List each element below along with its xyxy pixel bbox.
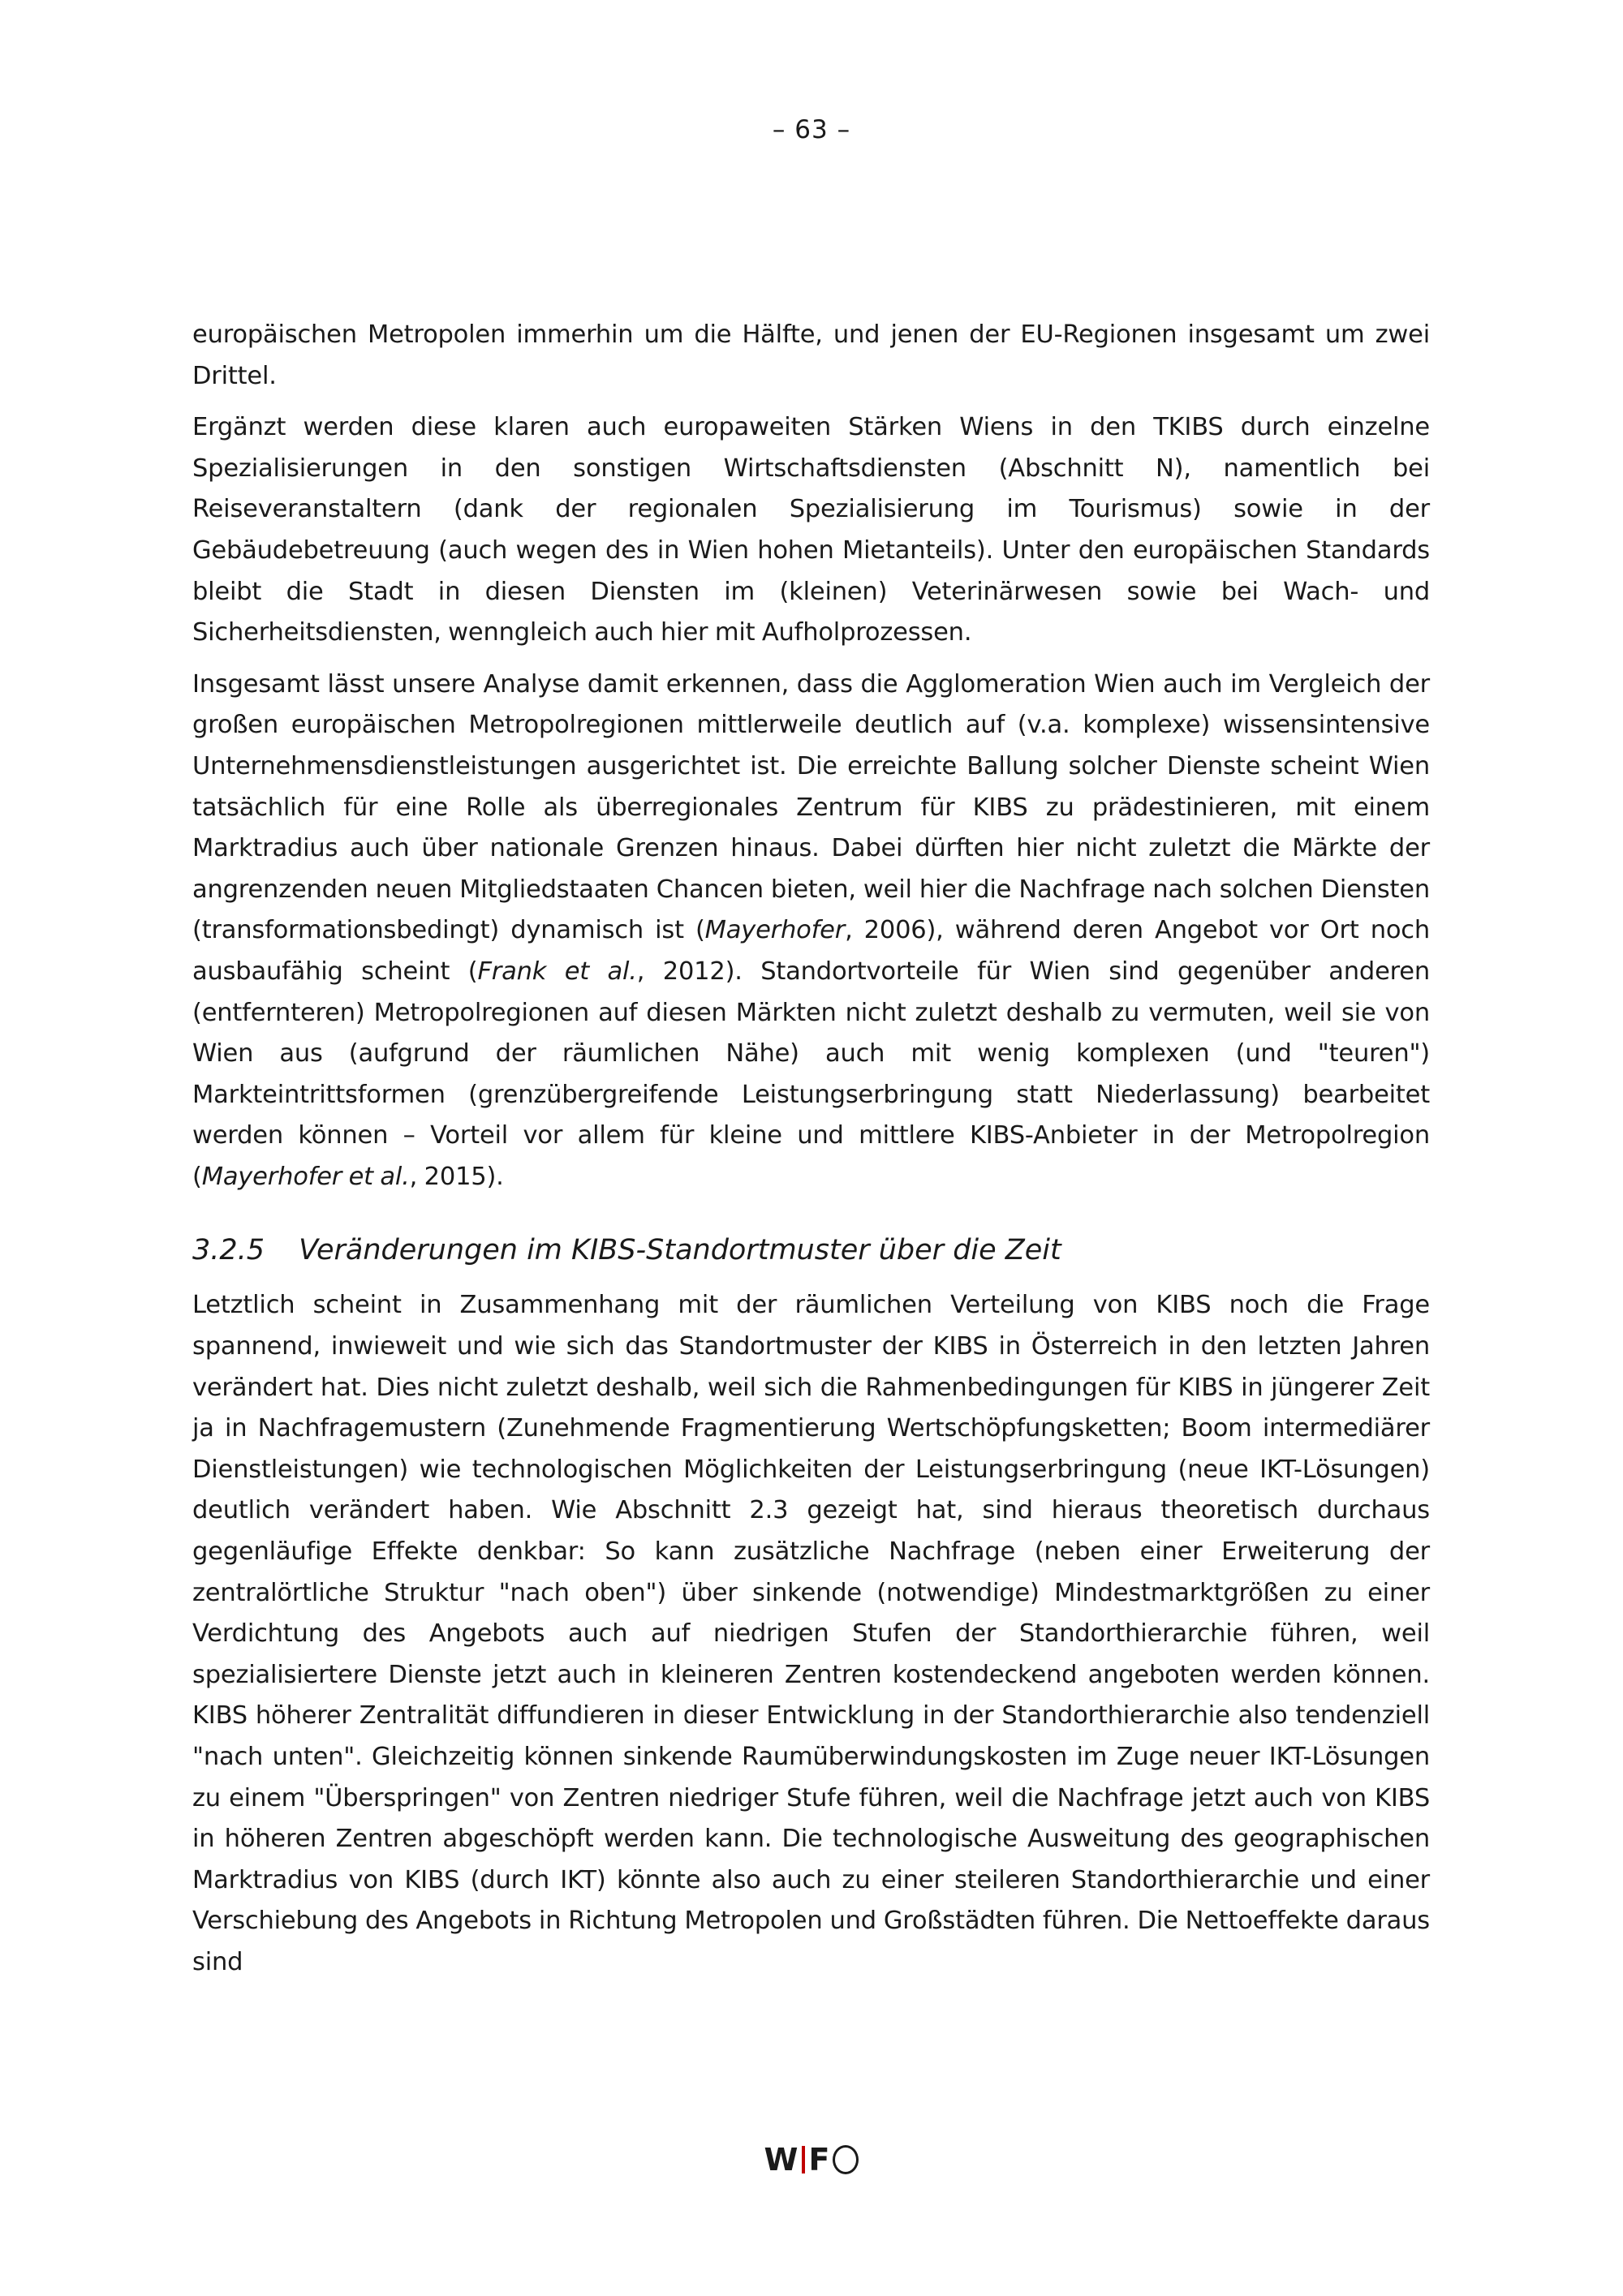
paragraph-text: Ergänzt werden diese klaren auch europaweiten Stärken Wiens in den TKIBS durch einzelne Spezialisierungen in den sonstigen Wirtschaftsdiensten (Abschnitt N), namentlich bei Reiseveranstaltern (dank der regionalen Spezialisierung im Tourismus) sowie in der Gebäudebetreuung (auch wegen des in Wien hohen Mietanteils). Unter den europäischen Standards bleibt die Stadt in diesen Diensten im (kleinen) Veterinärwesen sowie bei Wach- und Sicherheitsdiensten, wenngleich auch hier mit Aufholprozessen. — [192, 413, 1430, 647]
paragraph-text: , 2006), während deren Angebot vor Ort noch ausbaufähig scheint ( — [192, 916, 1430, 986]
document-body — [192, 315, 1430, 1994]
paragraph — [192, 664, 1430, 1198]
paragraph — [192, 407, 1430, 654]
paragraph-text: europäischen Metropolen immerhin um die Hälfte, und jenen der EU-Regionen insgesamt um zwei Drittel. — [192, 320, 1430, 390]
citation-author: Mayerhofer — [704, 916, 846, 945]
citation-author: Frank et al. — [477, 957, 637, 986]
paragraph-text: , 2012). Standortvorteile für Wien sind gegenüber anderen (entfernteren) Metropolregionen auf diesen Märkten nicht zuletzt deshalb zu vermuten, weil sie von Wien aus (aufgrund der räumlichen Nähe) auch mit wenig komplexen (und "teuren") Markteintrittsformen (grenzübergreifende Leistungserbringung statt Niederlassung) bearbeitet werden können – Vorteil vor allem für kleine und mittlere KIBS-Anbieter in der Metropolregion ( — [192, 957, 1430, 1191]
section-title: Veränderungen im KIBS-Standortmuster über die Zeit — [299, 1234, 1061, 1267]
paragraph-text: Insgesamt lässt unsere Analyse damit erkennen, dass die Agglomeration Wien auch im Vergleich der großen europäischen Metropolregionen mittlerweile deutlich auf (v.a. komplexe) wissensintensive Unternehmensdienstleistungen ausgerichtet ist. Die erreichte Ballung solcher Dienste scheint Wien tatsächlich für eine Rolle als überregionales Zentrum für KIBS zu prädestinieren, mit einem Marktradius auch über nationale Grenzen hinaus. Dabei dürften hier nicht zuletzt die Märkte der angrenzenden neuen Mitgliedstaaten Chancen bieten, weil hier die Nachfrage nach solchen Diensten (transformationsbedingt) dynamisch ist ( — [192, 669, 1430, 945]
paragraph-text: Letztlich scheint in Zusammenhang mit der räumlichen Verteilung von KIBS noch die Frage spannend, inwieweit und wie sich das Standortmuster der KIBS in Österreich in den letzten Jahren verändert hat. Dies nicht zuletzt deshalb, weil sich die Rahmenbedingungen für KIBS in jüngerer Zeit ja in Nachfragemustern (Zunehmende Fragmentierung Wertschöpfungsketten; Boom intermediärer Dienstleistungen) wie technologischen Möglichkeiten der Leistungserbringung (neue IKT-Lösungen) deutlich verändert haben. Wie Abschnitt 2.3 gezeigt hat, sind hieraus theoretisch durchaus gegenläufige Effekte denkbar: So kann zusätzliche Nachfrage (neben einer Erweiterung der zentralörtliche Struktur "nach oben") über sinkende (notwendige) Mindestmarktgrößen zu einer Verdichtung des Angebots auch auf niedrigen Stufen der Standorthierarchie führen, weil spezialisiertere Dienste jetzt auch in kleineren Zentren kostendeckend angeboten werden können. KIBS höherer Zentralität diffundieren in dieser Entwicklung in der Standorthierarchie also tendenziell "nach unten". Gleichzeitig können sinkende Raumüberwindungskosten im Zuge neuer IKT-Lösungen zu einem "Überspringen" von Zentren niedriger Stufe führen, weil die Nachfrage jetzt auch von KIBS in höheren Zentren abgeschöpft werden kann. Die technologische Ausweitung des geographischen Marktradius von KIBS (durch IKT) könnte also auch zu einer steileren Standorthierarchie und einer Verschiebung des Angebots in Richtung Metropolen und Großstädten führen. Die Nettoeffekte daraus sind — [192, 1291, 1430, 1976]
citation-author: Mayerhofer et al. — [201, 1162, 410, 1191]
paragraphs-after-section — [192, 1285, 1430, 1983]
paragraph — [192, 315, 1430, 397]
logo-letter-w: W — [764, 2142, 799, 2178]
section-heading — [192, 1230, 1430, 1271]
wifo-logo — [0, 2142, 1623, 2178]
paragraph-text: , 2015). — [409, 1162, 504, 1191]
logo-letter-f: F — [808, 2142, 831, 2178]
logo-red-bar — [802, 2146, 805, 2173]
paragraph — [192, 1285, 1430, 1983]
paragraphs-before-section — [192, 315, 1430, 1197]
section-number: 3.2.5 — [192, 1234, 265, 1267]
logo-circle — [833, 2145, 859, 2174]
page-number: – 63 – — [772, 115, 851, 144]
